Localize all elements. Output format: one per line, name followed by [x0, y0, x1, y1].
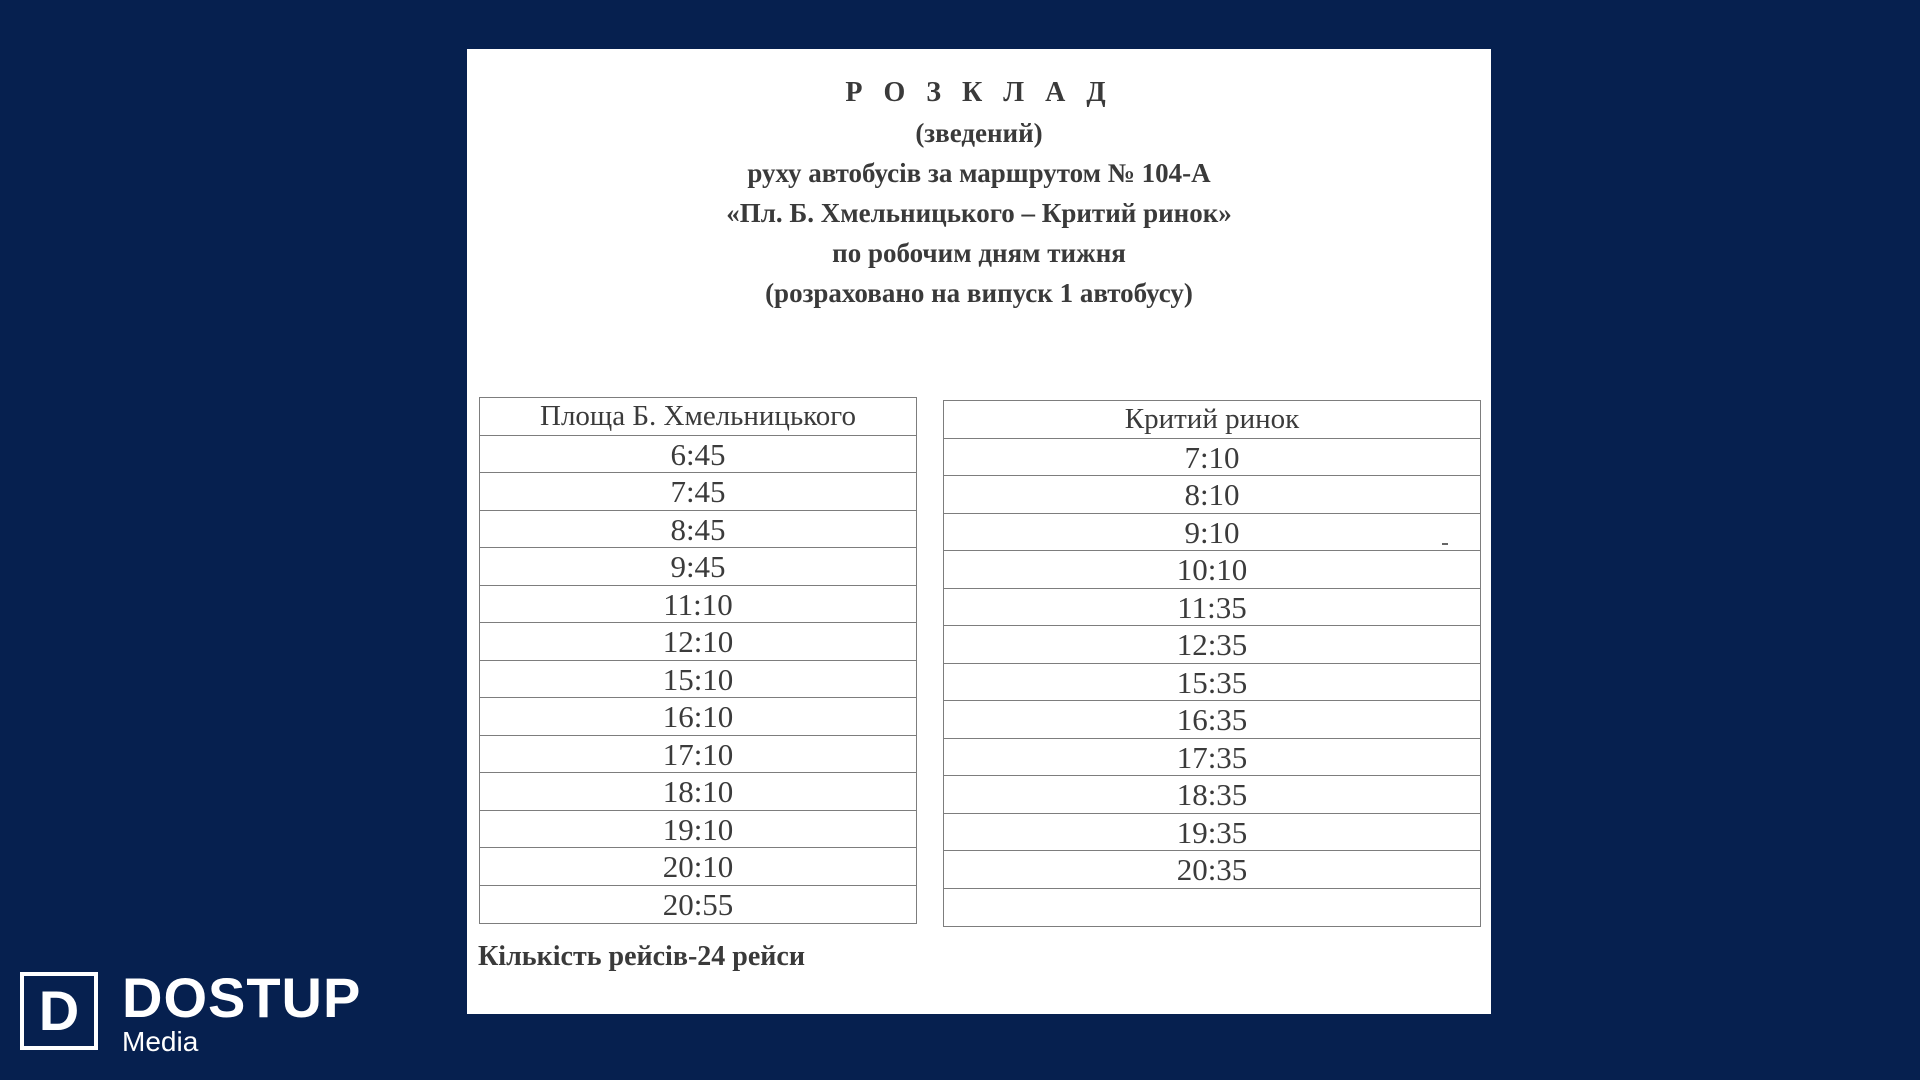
table-row: 20:10 — [480, 848, 916, 886]
table-row: 6:45 — [480, 436, 916, 474]
left-table-header: Площа Б. Хмельницького — [480, 398, 916, 436]
logo-d-icon: D — [20, 972, 98, 1050]
table-row: 7:10 — [944, 439, 1480, 477]
trip-count: Кількість рейсів-24 рейси — [478, 941, 805, 972]
header-route-name: «Пл. Б. Хмельницького – Критий ринок» — [726, 198, 1232, 228]
table-row: 16:10 — [480, 698, 916, 736]
logo-name: DOSTUP — [122, 966, 362, 1029]
table-row: 8:10 — [944, 476, 1480, 514]
dostup-media-logo — [20, 966, 362, 1057]
table-row: 15:10 — [480, 661, 916, 699]
table-row: 10:10 — [944, 551, 1480, 589]
table-row: 12:35 — [944, 626, 1480, 664]
table-row: 20:35 — [944, 851, 1480, 889]
table-row: 11:10 — [480, 586, 916, 624]
header-subtitle: (зведений) — [915, 118, 1043, 148]
table-row: 8:45 — [480, 511, 916, 549]
scan-speck — [1442, 543, 1448, 545]
header-days: по робочим дням тижня — [832, 238, 1126, 268]
table-row: 11:35 — [944, 589, 1480, 627]
table-row-empty — [944, 889, 1480, 927]
table-row: 7:45 — [480, 473, 916, 511]
right-table-header: Критий ринок — [944, 401, 1480, 439]
logo-text — [122, 966, 362, 1058]
table-row: 19:10 — [480, 811, 916, 849]
table-row: 18:35 — [944, 776, 1480, 814]
schedule-document — [467, 49, 1491, 1014]
table-row: 20:55 — [662, 886, 734, 922]
table-row: 18:10 — [480, 773, 916, 811]
table-row: 9:10 — [944, 514, 1480, 552]
table-row: 12:10 — [480, 623, 916, 661]
logo-subtitle: Media — [122, 1026, 199, 1057]
schedule-header — [467, 73, 1491, 313]
header-note: (розраховано на випуск 1 автобусу) — [765, 278, 1193, 308]
table-row: 16:35 — [944, 701, 1480, 739]
table-row: 17:10 — [480, 736, 916, 774]
left-timetable — [479, 397, 917, 924]
table-row: 15:35 — [944, 664, 1480, 702]
header-route: руху автобусів за маршрутом № 104-А — [747, 158, 1211, 188]
table-row: 17:35 — [944, 739, 1480, 777]
table-row: 9:45 — [480, 548, 916, 586]
table-row: 19:35 — [944, 814, 1480, 852]
header-title: Р О З К Л А Д — [845, 77, 1113, 108]
right-timetable — [943, 400, 1481, 927]
